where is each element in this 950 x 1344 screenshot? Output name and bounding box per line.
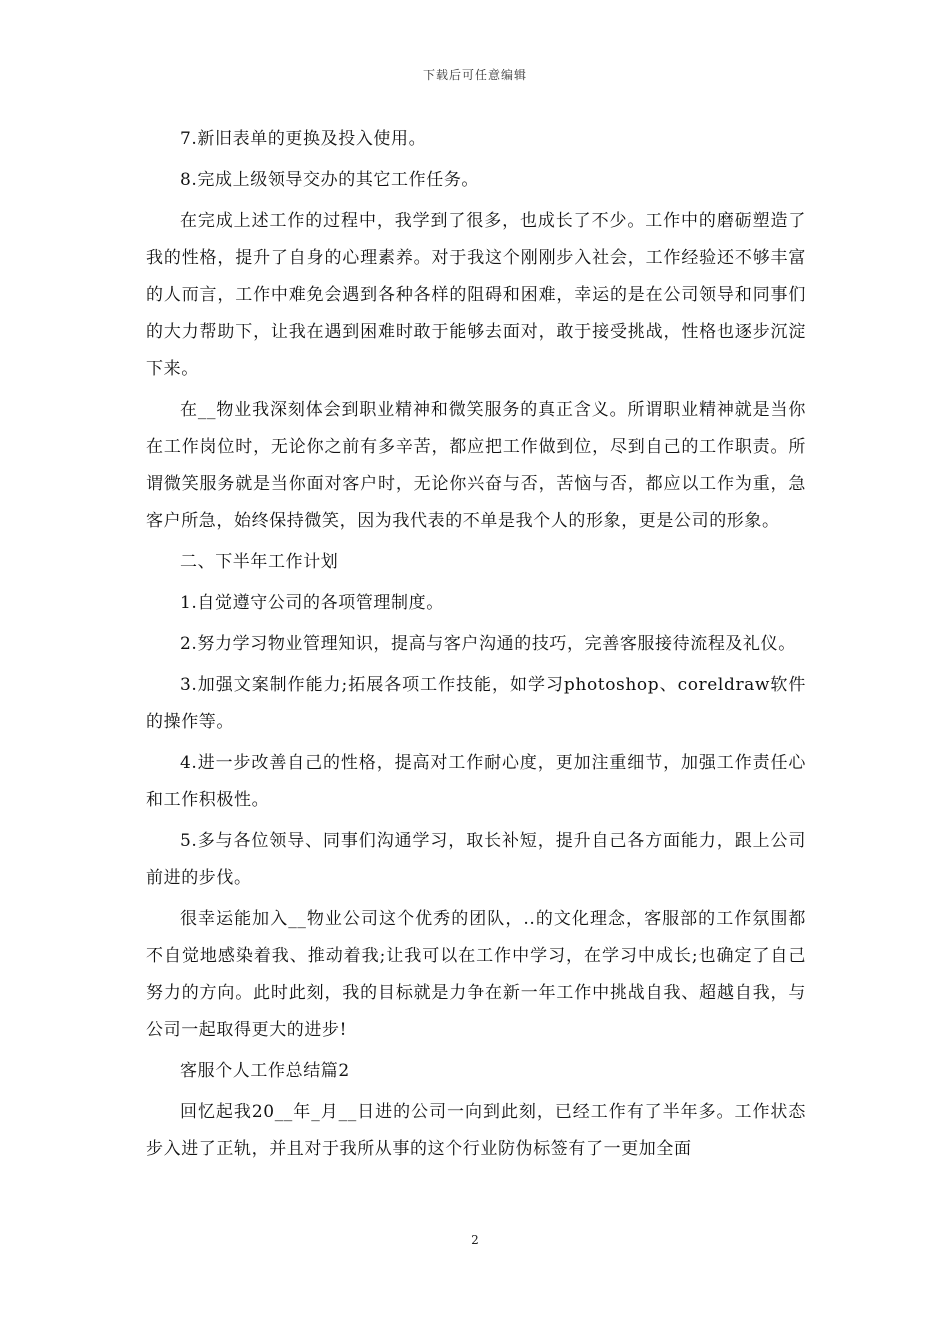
- document-body: [146, 121, 806, 1172]
- paragraph-item-7: 7.新旧表单的更换及投入使用。: [180, 129, 427, 149]
- section-heading-summary-2: 客服个人工作总结篇2: [180, 1061, 350, 1081]
- plan-item-4: 4.进一步改善自己的性格，提高对工作耐心度，更加注重细节，加强工作责任心和工作积极性。: [146, 753, 806, 810]
- section-heading-second-half-plan: 二、下半年工作计划: [180, 552, 339, 572]
- paragraph-item-8: 8.完成上级领导交办的其它工作任务。: [180, 170, 480, 190]
- paragraph-professionalism: 在__物业我深刻体会到职业精神和微笑服务的真正含义。所谓职业精神就是当你在工作岗位时，无论你之前有多辛苦，都应把工作做到位，尽到自己的工作职责。所谓微笑服务就是当你面对客户时，无论你兴奋与否，苦恼与否，都应以工作为重，急客户所急，始终保持微笑，因为我代表的不单是我个人的形象，更是公司的形象。: [146, 400, 806, 531]
- page-number: 2: [471, 1233, 479, 1247]
- page-header: 下载后可任意编辑: [422, 68, 527, 82]
- plan-item-1: 1.自觉遵守公司的各项管理制度。: [180, 593, 444, 613]
- paragraph-growth: 在完成上述工作的过程中，我学到了很多，也成长了不少。工作中的磨砺塑造了我的性格，提升了自身的心理素养。对于我这个刚刚步入社会，工作经验还不够丰富的人而言，工作中难免会遇到各种各样的阻碍和困难，幸运的是在公司领导和同事们的大力帮助下，让我在遇到困难时敢于能够去面对，敢于接受挑战，性格也逐步沉淀下来。: [146, 211, 806, 379]
- plan-item-2: 2.努力学习物业管理知识，提高与客户沟通的技巧，完善客服接待流程及礼仪。: [180, 634, 796, 654]
- paragraph-team: 很幸运能加入__物业公司这个优秀的团队，..的文化理念，客服部的工作氛围都不自觉地感染着我、推动着我;让我可以在工作中学习，在学习中成长;也确定了自己努力的方向。此时此刻，我的目标就是力争在新一年工作中挑战自我、超越自我，与公司一起取得更大的进步!: [146, 909, 806, 1040]
- plan-item-3: 3.加强文案制作能力;拓展各项工作技能，如学习photoshop、coreldraw软件的操作等。: [146, 675, 806, 732]
- paragraph-recollection: 回忆起我20__年_月__日进的公司一向到此刻，已经工作有了半年多。工作状态步入进了正轨，并且对于我所从事的这个行业防伪标签有了一更加全面: [146, 1102, 806, 1159]
- plan-item-5: 5.多与各位领导、同事们沟通学习，取长补短，提升自己各方面能力，跟上公司前进的步伐。: [146, 831, 806, 888]
